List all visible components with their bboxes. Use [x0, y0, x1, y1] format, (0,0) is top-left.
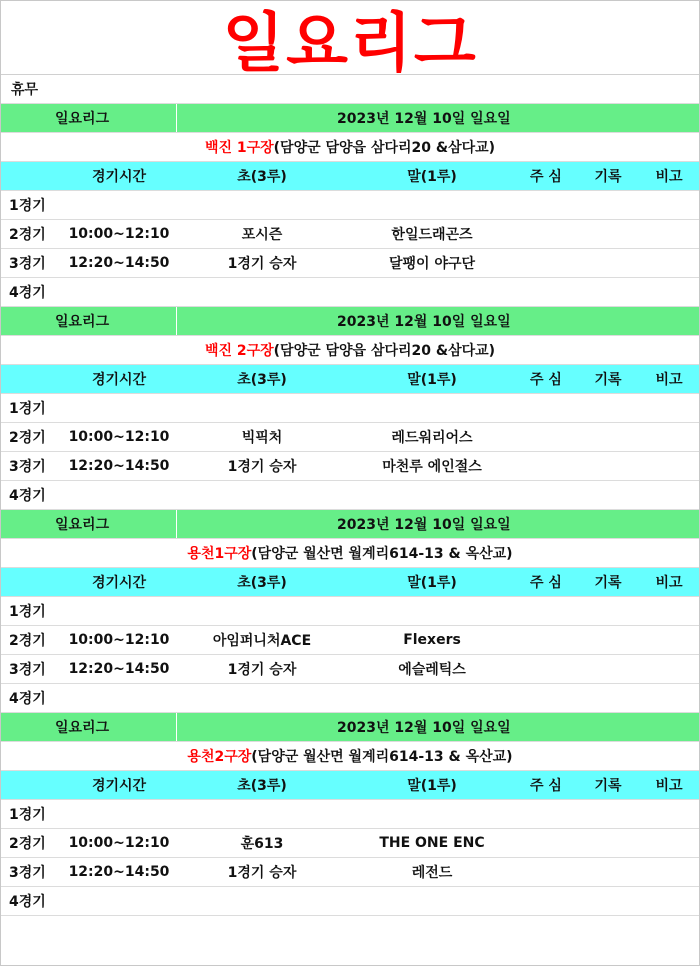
away-team: 마천루 에인절스	[382, 459, 482, 475]
home-team: 포시즌	[241, 227, 283, 243]
header-home: 초(3루)	[237, 372, 287, 388]
venue	[1, 336, 699, 364]
game-number: 2경기	[9, 227, 46, 243]
game-number: 4경기	[9, 691, 46, 707]
rest-label: 휴무	[11, 82, 39, 98]
header-time: 경기시간	[91, 372, 147, 388]
game-row	[1, 800, 699, 829]
column-header-row	[1, 568, 699, 597]
game-row	[1, 481, 699, 510]
page-title: 일요리그	[1, 1, 699, 75]
header-note: 비고	[655, 778, 683, 794]
home-team	[177, 684, 347, 712]
field-address: (담양군 담양읍 삼다리20 &삼다교)	[273, 140, 496, 156]
home-team	[177, 191, 347, 219]
league-date-bar	[1, 307, 699, 336]
game-row	[1, 452, 699, 481]
league-date-bar	[1, 713, 699, 742]
header-umpire: 주 심	[530, 372, 562, 388]
home-team	[177, 887, 347, 915]
game-number: 1경기	[9, 604, 46, 620]
away-team: 에슬레틱스	[398, 662, 466, 678]
header-umpire: 주 심	[530, 778, 562, 794]
game-time	[61, 481, 177, 509]
game-number: 1경기	[9, 807, 46, 823]
game-number: 4경기	[9, 285, 46, 301]
field-address: (담양군 담양읍 삼다리20 &삼다교)	[273, 343, 496, 359]
header-time: 경기시간	[91, 778, 147, 794]
header-away: 말(1루)	[407, 169, 457, 185]
field-address: (담양군 월산면 월계리614-13 & 옥산교)	[251, 546, 513, 562]
game-row	[1, 858, 699, 887]
game-number: 1경기	[9, 198, 46, 214]
game-number: 3경기	[9, 459, 46, 475]
away-team: 레전드	[411, 865, 453, 881]
home-team	[177, 394, 347, 422]
field-section	[1, 104, 699, 307]
game-number: 1경기	[9, 401, 46, 417]
header-home: 초(3루)	[237, 575, 287, 591]
game-row	[1, 278, 699, 307]
away-team	[347, 597, 517, 625]
header-record: 기록	[594, 778, 622, 794]
away-team: 레드워리어스	[391, 430, 473, 446]
home-team	[177, 800, 347, 828]
field-address: (담양군 월산면 월계리614-13 & 옥산교)	[251, 749, 513, 765]
column-header-row	[1, 365, 699, 394]
header-umpire: 주 심	[530, 169, 562, 185]
home-team	[177, 481, 347, 509]
game-number: 3경기	[9, 865, 46, 881]
league-date-bar	[1, 510, 699, 539]
header-away: 말(1루)	[407, 778, 457, 794]
game-number: 4경기	[9, 894, 46, 910]
league-date-bar	[1, 104, 699, 133]
home-team: 빅픽처	[241, 430, 283, 446]
game-number: 3경기	[9, 256, 46, 272]
game-time	[61, 394, 177, 422]
rest-row	[1, 75, 699, 104]
away-team	[347, 394, 517, 422]
game-number: 2경기	[9, 836, 46, 852]
field-name: 백진 1구장	[204, 140, 274, 156]
league-label: 일요리그	[1, 510, 177, 538]
game-row	[1, 887, 699, 916]
field-section	[1, 307, 699, 510]
header-umpire: 주 심	[530, 575, 562, 591]
game-number: 2경기	[9, 430, 46, 446]
header-record: 기록	[594, 372, 622, 388]
game-time	[61, 278, 177, 306]
away-team	[347, 191, 517, 219]
away-team: 한일드래곤즈	[391, 227, 473, 243]
header-record: 기록	[594, 575, 622, 591]
venue	[1, 133, 699, 161]
field-section	[1, 510, 699, 713]
venue-row	[1, 539, 699, 568]
game-time: 12:20~14:50	[68, 661, 170, 677]
away-team	[347, 800, 517, 828]
game-time	[61, 597, 177, 625]
game-row	[1, 626, 699, 655]
game-number: 2경기	[9, 633, 46, 649]
field-name: 용천2구장	[187, 749, 252, 765]
game-row	[1, 655, 699, 684]
header-note: 비고	[655, 372, 683, 388]
game-time: 10:00~12:10	[68, 835, 170, 851]
match-date: 2023년 12월 10일 일요일	[337, 111, 511, 127]
sections	[1, 104, 699, 916]
venue	[1, 539, 699, 567]
game-time: 12:20~14:50	[68, 458, 170, 474]
venue	[1, 742, 699, 770]
league-label: 일요리그	[1, 104, 177, 132]
home-team: 아임퍼니처ACE	[212, 633, 312, 649]
match-date: 2023년 12월 10일 일요일	[337, 720, 511, 736]
header-note: 비고	[655, 169, 683, 185]
column-header-row	[1, 162, 699, 191]
away-team	[347, 887, 517, 915]
game-row	[1, 423, 699, 452]
home-team: 1경기 승자	[227, 459, 297, 475]
header-away: 말(1루)	[407, 575, 457, 591]
away-team	[347, 684, 517, 712]
field-name: 백진 2구장	[204, 343, 274, 359]
home-team: 1경기 승자	[227, 662, 297, 678]
match-date: 2023년 12월 10일 일요일	[337, 314, 511, 330]
game-time	[61, 684, 177, 712]
game-row	[1, 684, 699, 713]
game-time: 12:20~14:50	[68, 255, 170, 271]
field-section	[1, 713, 699, 916]
league-label: 일요리그	[1, 307, 177, 335]
game-time	[61, 887, 177, 915]
home-team: 훈613	[240, 836, 284, 852]
header-note: 비고	[655, 575, 683, 591]
home-team	[177, 597, 347, 625]
home-team: 1경기 승자	[227, 256, 297, 272]
home-team	[177, 278, 347, 306]
game-number: 4경기	[9, 488, 46, 504]
away-team: Flexers	[403, 632, 461, 648]
game-row	[1, 394, 699, 423]
header-time: 경기시간	[91, 169, 147, 185]
game-row	[1, 220, 699, 249]
header-home: 초(3루)	[237, 169, 287, 185]
venue-row	[1, 742, 699, 771]
game-time	[61, 191, 177, 219]
game-time: 10:00~12:10	[68, 429, 170, 445]
away-team: 달팽이 야구단	[388, 256, 476, 272]
league-label: 일요리그	[1, 713, 177, 741]
game-time: 10:00~12:10	[68, 632, 170, 648]
game-row	[1, 829, 699, 858]
venue-row	[1, 336, 699, 365]
game-time	[61, 800, 177, 828]
away-team	[347, 481, 517, 509]
game-number: 3경기	[9, 662, 46, 678]
column-header-row	[1, 771, 699, 800]
field-name: 용천1구장	[187, 546, 252, 562]
home-team: 1경기 승자	[227, 865, 297, 881]
header-time: 경기시간	[91, 575, 147, 591]
match-date: 2023년 12월 10일 일요일	[337, 517, 511, 533]
game-row	[1, 191, 699, 220]
header-record: 기록	[594, 169, 622, 185]
game-time: 10:00~12:10	[68, 226, 170, 242]
venue-row	[1, 133, 699, 162]
away-team	[347, 278, 517, 306]
game-row	[1, 597, 699, 626]
game-row	[1, 249, 699, 278]
game-time: 12:20~14:50	[68, 864, 170, 880]
header-home: 초(3루)	[237, 778, 287, 794]
header-away: 말(1루)	[407, 372, 457, 388]
away-team: THE ONE ENC	[379, 835, 485, 851]
